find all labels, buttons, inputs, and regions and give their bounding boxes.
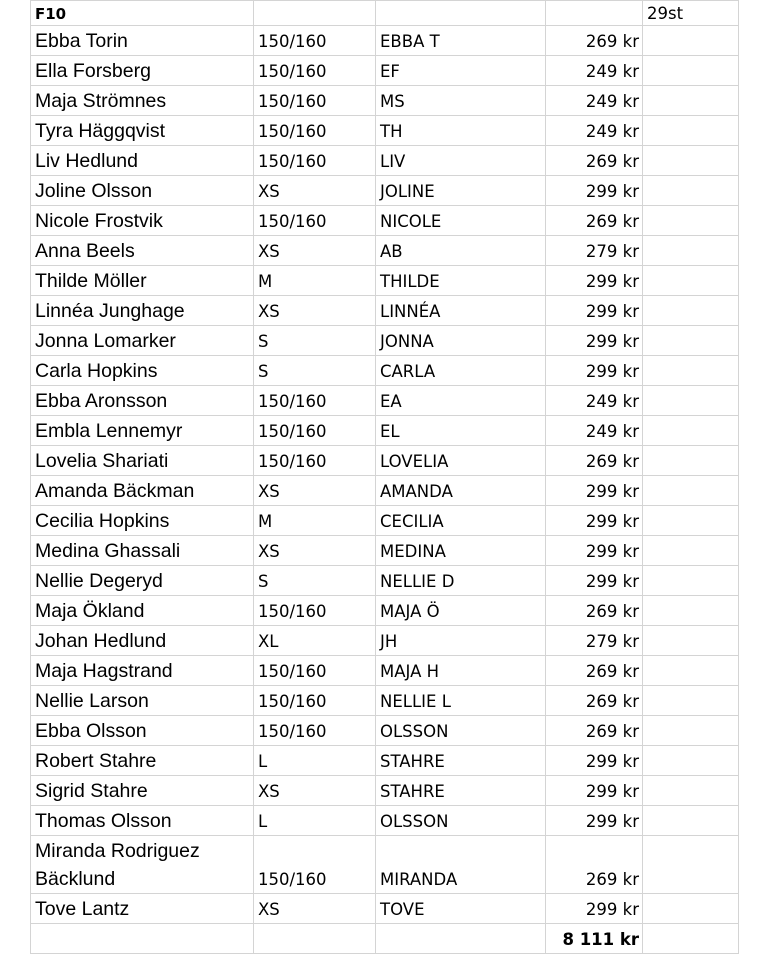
table-row bbox=[31, 686, 739, 716]
print-cell[interactable]: MEDINA bbox=[376, 536, 546, 566]
table-row bbox=[31, 446, 739, 476]
size-cell[interactable]: 150/160 bbox=[254, 26, 376, 56]
name-cell[interactable]: Nicole Frostvik bbox=[31, 206, 254, 236]
empty-cell[interactable] bbox=[643, 596, 739, 626]
table-row bbox=[31, 806, 739, 836]
name-cell[interactable]: Liv Hedlund bbox=[31, 146, 254, 176]
size-cell[interactable]: S bbox=[254, 566, 376, 596]
price-cell[interactable]: 299 kr bbox=[546, 176, 643, 206]
empty-cell[interactable] bbox=[643, 446, 739, 476]
price-cell[interactable]: 299 kr bbox=[546, 806, 643, 836]
table-row bbox=[31, 566, 739, 596]
size-cell[interactable]: 150/160 bbox=[254, 836, 376, 894]
table-row bbox=[31, 356, 739, 386]
empty-cell[interactable] bbox=[643, 924, 739, 954]
print-cell[interactable]: MIRANDA bbox=[376, 836, 546, 894]
size-cell[interactable]: 150/160 bbox=[254, 146, 376, 176]
table-row bbox=[31, 266, 739, 296]
empty-cell[interactable] bbox=[643, 506, 739, 536]
table-row bbox=[31, 176, 739, 206]
table-row bbox=[31, 296, 739, 326]
print-cell[interactable]: OLSSON bbox=[376, 806, 546, 836]
size-cell[interactable]: 150/160 bbox=[254, 206, 376, 236]
empty-cell[interactable] bbox=[643, 776, 739, 806]
empty-cell[interactable] bbox=[643, 476, 739, 506]
empty-cell[interactable] bbox=[643, 536, 739, 566]
name-cell[interactable]: Maja Hagstrand bbox=[31, 656, 254, 686]
print-cell[interactable]: THILDE bbox=[376, 266, 546, 296]
empty-cell[interactable] bbox=[643, 116, 739, 146]
empty-cell[interactable] bbox=[546, 1, 643, 26]
empty-cell[interactable] bbox=[643, 146, 739, 176]
print-cell[interactable]: MAJA Ö bbox=[376, 596, 546, 626]
empty-cell[interactable] bbox=[376, 924, 546, 954]
print-cell[interactable]: TH bbox=[376, 116, 546, 146]
empty-cell[interactable] bbox=[31, 924, 254, 954]
table-row bbox=[31, 746, 739, 776]
table-row bbox=[31, 894, 739, 924]
empty-cell[interactable] bbox=[254, 924, 376, 954]
print-cell[interactable]: MS bbox=[376, 86, 546, 116]
table-row bbox=[31, 596, 739, 626]
print-cell[interactable]: AB bbox=[376, 236, 546, 266]
price-cell[interactable]: 269 kr bbox=[546, 656, 643, 686]
empty-cell[interactable] bbox=[643, 806, 739, 836]
price-cell[interactable]: 269 kr bbox=[546, 26, 643, 56]
price-cell[interactable]: 249 kr bbox=[546, 116, 643, 146]
print-cell[interactable]: JOLINE bbox=[376, 176, 546, 206]
table-row bbox=[31, 26, 739, 56]
print-cell[interactable]: EBBA T bbox=[376, 26, 546, 56]
empty-cell[interactable] bbox=[643, 386, 739, 416]
price-cell[interactable]: 299 kr bbox=[546, 296, 643, 326]
empty-cell[interactable] bbox=[643, 296, 739, 326]
table-row bbox=[31, 56, 739, 86]
size-cell[interactable]: XS bbox=[254, 296, 376, 326]
empty-cell[interactable] bbox=[254, 1, 376, 26]
name-cell[interactable]: Ebba Torin bbox=[31, 26, 254, 56]
empty-cell[interactable] bbox=[643, 326, 739, 356]
print-cell[interactable]: JH bbox=[376, 626, 546, 656]
table-row bbox=[31, 476, 739, 506]
size-cell[interactable]: XL bbox=[254, 626, 376, 656]
empty-cell[interactable] bbox=[643, 686, 739, 716]
size-cell[interactable]: L bbox=[254, 806, 376, 836]
table-row bbox=[31, 776, 739, 806]
print-cell[interactable]: EA bbox=[376, 386, 546, 416]
name-cell[interactable]: Thomas Olsson bbox=[31, 806, 254, 836]
size-cell[interactable]: XS bbox=[254, 236, 376, 266]
table-row bbox=[31, 506, 739, 536]
print-cell[interactable]: JONNA bbox=[376, 326, 546, 356]
size-cell[interactable]: M bbox=[254, 506, 376, 536]
price-cell[interactable]: 269 kr bbox=[546, 446, 643, 476]
price-cell[interactable]: 299 kr bbox=[546, 536, 643, 566]
name-cell[interactable]: Carla Hopkins bbox=[31, 356, 254, 386]
name-cell[interactable]: Robert Stahre bbox=[31, 746, 254, 776]
price-cell[interactable]: 249 kr bbox=[546, 386, 643, 416]
name-cell[interactable]: Maja Strömnes bbox=[31, 86, 254, 116]
print-cell[interactable]: LIV bbox=[376, 146, 546, 176]
price-cell[interactable]: 279 kr bbox=[546, 236, 643, 266]
price-cell[interactable]: 299 kr bbox=[546, 776, 643, 806]
name-cell[interactable]: Linnéa Junghage bbox=[31, 296, 254, 326]
count-label[interactable]: 29st bbox=[643, 1, 739, 26]
price-cell[interactable]: 299 kr bbox=[546, 894, 643, 924]
empty-cell[interactable] bbox=[643, 746, 739, 776]
size-cell[interactable]: M bbox=[254, 266, 376, 296]
table-row bbox=[31, 656, 739, 686]
print-cell[interactable]: STAHRE bbox=[376, 746, 546, 776]
print-cell[interactable]: NICOLE bbox=[376, 206, 546, 236]
empty-cell[interactable] bbox=[643, 266, 739, 296]
name-cell[interactable]: Cecilia Hopkins bbox=[31, 506, 254, 536]
name-cell[interactable]: Ebba Olsson bbox=[31, 716, 254, 746]
size-cell[interactable]: 150/160 bbox=[254, 656, 376, 686]
name-cell[interactable]: Joline Olsson bbox=[31, 176, 254, 206]
print-cell[interactable]: NELLIE D bbox=[376, 566, 546, 596]
price-cell[interactable]: 249 kr bbox=[546, 56, 643, 86]
table-row bbox=[31, 416, 739, 446]
empty-cell[interactable] bbox=[643, 416, 739, 446]
size-cell[interactable]: 150/160 bbox=[254, 86, 376, 116]
size-cell[interactable]: 150/160 bbox=[254, 446, 376, 476]
table-row bbox=[31, 146, 739, 176]
price-cell[interactable]: 299 kr bbox=[546, 266, 643, 296]
name-cell[interactable]: Anna Beels bbox=[31, 236, 254, 266]
table-row bbox=[31, 536, 739, 566]
price-cell[interactable]: 299 kr bbox=[546, 566, 643, 596]
size-cell[interactable]: 150/160 bbox=[254, 416, 376, 446]
print-cell[interactable]: CECILIA bbox=[376, 506, 546, 536]
name-cell[interactable]: Tyra Häggqvist bbox=[31, 116, 254, 146]
print-cell[interactable]: STAHRE bbox=[376, 776, 546, 806]
table-row bbox=[31, 716, 739, 746]
name-cell[interactable]: Nellie Degeryd bbox=[31, 566, 254, 596]
empty-cell[interactable] bbox=[643, 206, 739, 236]
table-row bbox=[31, 116, 739, 146]
table-row bbox=[31, 836, 739, 894]
table-row bbox=[31, 386, 739, 416]
name-cell[interactable]: Ebba Aronsson bbox=[31, 386, 254, 416]
price-cell[interactable]: 279 kr bbox=[546, 626, 643, 656]
name-cell[interactable]: Maja Ökland bbox=[31, 596, 254, 626]
table-row bbox=[31, 86, 739, 116]
empty-cell[interactable] bbox=[643, 356, 739, 386]
table-row bbox=[31, 206, 739, 236]
table-row bbox=[31, 626, 739, 656]
price-cell[interactable]: 249 kr bbox=[546, 416, 643, 446]
price-cell[interactable]: 299 kr bbox=[546, 746, 643, 776]
size-cell[interactable]: 150/160 bbox=[254, 56, 376, 86]
price-cell[interactable]: 269 kr bbox=[546, 146, 643, 176]
name-cell[interactable]: Jonna Lomarker bbox=[31, 326, 254, 356]
print-cell[interactable]: MAJA H bbox=[376, 656, 546, 686]
order-table bbox=[30, 0, 739, 954]
price-cell[interactable]: 299 kr bbox=[546, 506, 643, 536]
print-cell[interactable]: LINNÉA bbox=[376, 296, 546, 326]
name-cell[interactable]: Johan Hedlund bbox=[31, 626, 254, 656]
price-cell[interactable]: 269 kr bbox=[546, 836, 643, 894]
empty-cell[interactable] bbox=[643, 656, 739, 686]
empty-cell[interactable] bbox=[643, 86, 739, 116]
size-cell[interactable]: XS bbox=[254, 476, 376, 506]
empty-cell[interactable] bbox=[643, 836, 739, 894]
print-cell[interactable]: AMANDA bbox=[376, 476, 546, 506]
empty-cell[interactable] bbox=[643, 176, 739, 206]
total-row bbox=[31, 924, 739, 954]
price-cell[interactable]: 269 kr bbox=[546, 596, 643, 626]
size-cell[interactable]: XS bbox=[254, 176, 376, 206]
empty-cell[interactable] bbox=[643, 236, 739, 266]
empty-cell[interactable] bbox=[643, 26, 739, 56]
name-cell[interactable]: Ella Forsberg bbox=[31, 56, 254, 86]
name-cell[interactable]: Nellie Larson bbox=[31, 686, 254, 716]
print-cell[interactable]: NELLIE L bbox=[376, 686, 546, 716]
size-cell[interactable]: XS bbox=[254, 776, 376, 806]
print-cell[interactable]: LOVELIA bbox=[376, 446, 546, 476]
empty-cell[interactable] bbox=[643, 716, 739, 746]
name-cell[interactable]: Medina Ghassali bbox=[31, 536, 254, 566]
price-cell[interactable]: 269 kr bbox=[546, 716, 643, 746]
size-cell[interactable]: 150/160 bbox=[254, 686, 376, 716]
group-label[interactable]: F10 bbox=[31, 1, 254, 26]
name-text: Miranda Rodriguez Bäcklund bbox=[35, 840, 200, 890]
print-cell[interactable]: CARLA bbox=[376, 356, 546, 386]
size-cell[interactable]: XS bbox=[254, 536, 376, 566]
name-cell[interactable]: Lovelia Shariati bbox=[31, 446, 254, 476]
size-cell[interactable]: S bbox=[254, 356, 376, 386]
name-cell[interactable]: Thilde Möller bbox=[31, 266, 254, 296]
print-cell[interactable]: TOVE bbox=[376, 894, 546, 924]
size-cell[interactable]: 150/160 bbox=[254, 596, 376, 626]
name-cell[interactable] bbox=[31, 836, 254, 894]
empty-cell[interactable] bbox=[643, 56, 739, 86]
size-cell[interactable]: S bbox=[254, 326, 376, 356]
table-row bbox=[31, 326, 739, 356]
print-cell[interactable]: EL bbox=[376, 416, 546, 446]
empty-cell[interactable] bbox=[643, 566, 739, 596]
empty-cell[interactable] bbox=[643, 894, 739, 924]
size-cell[interactable]: 150/160 bbox=[254, 386, 376, 416]
print-cell[interactable]: OLSSON bbox=[376, 716, 546, 746]
price-cell[interactable]: 299 kr bbox=[546, 356, 643, 386]
price-cell[interactable]: 269 kr bbox=[546, 206, 643, 236]
price-cell[interactable]: 299 kr bbox=[546, 326, 643, 356]
size-cell[interactable]: 150/160 bbox=[254, 116, 376, 146]
table-row bbox=[31, 236, 739, 266]
header-row bbox=[31, 1, 739, 26]
name-cell[interactable]: Embla Lennemyr bbox=[31, 416, 254, 446]
size-cell[interactable]: L bbox=[254, 746, 376, 776]
price-cell[interactable]: 269 kr bbox=[546, 686, 643, 716]
name-cell[interactable]: Sigrid Stahre bbox=[31, 776, 254, 806]
total-cell[interactable]: 8 111 kr bbox=[546, 924, 643, 954]
price-cell[interactable]: 299 kr bbox=[546, 476, 643, 506]
name-cell[interactable]: Tove Lantz bbox=[31, 894, 254, 924]
size-cell[interactable]: XS bbox=[254, 894, 376, 924]
print-cell[interactable]: EF bbox=[376, 56, 546, 86]
size-cell[interactable]: 150/160 bbox=[254, 716, 376, 746]
name-cell[interactable]: Amanda Bäckman bbox=[31, 476, 254, 506]
price-cell[interactable]: 249 kr bbox=[546, 86, 643, 116]
empty-cell[interactable] bbox=[643, 626, 739, 656]
empty-cell[interactable] bbox=[376, 1, 546, 26]
